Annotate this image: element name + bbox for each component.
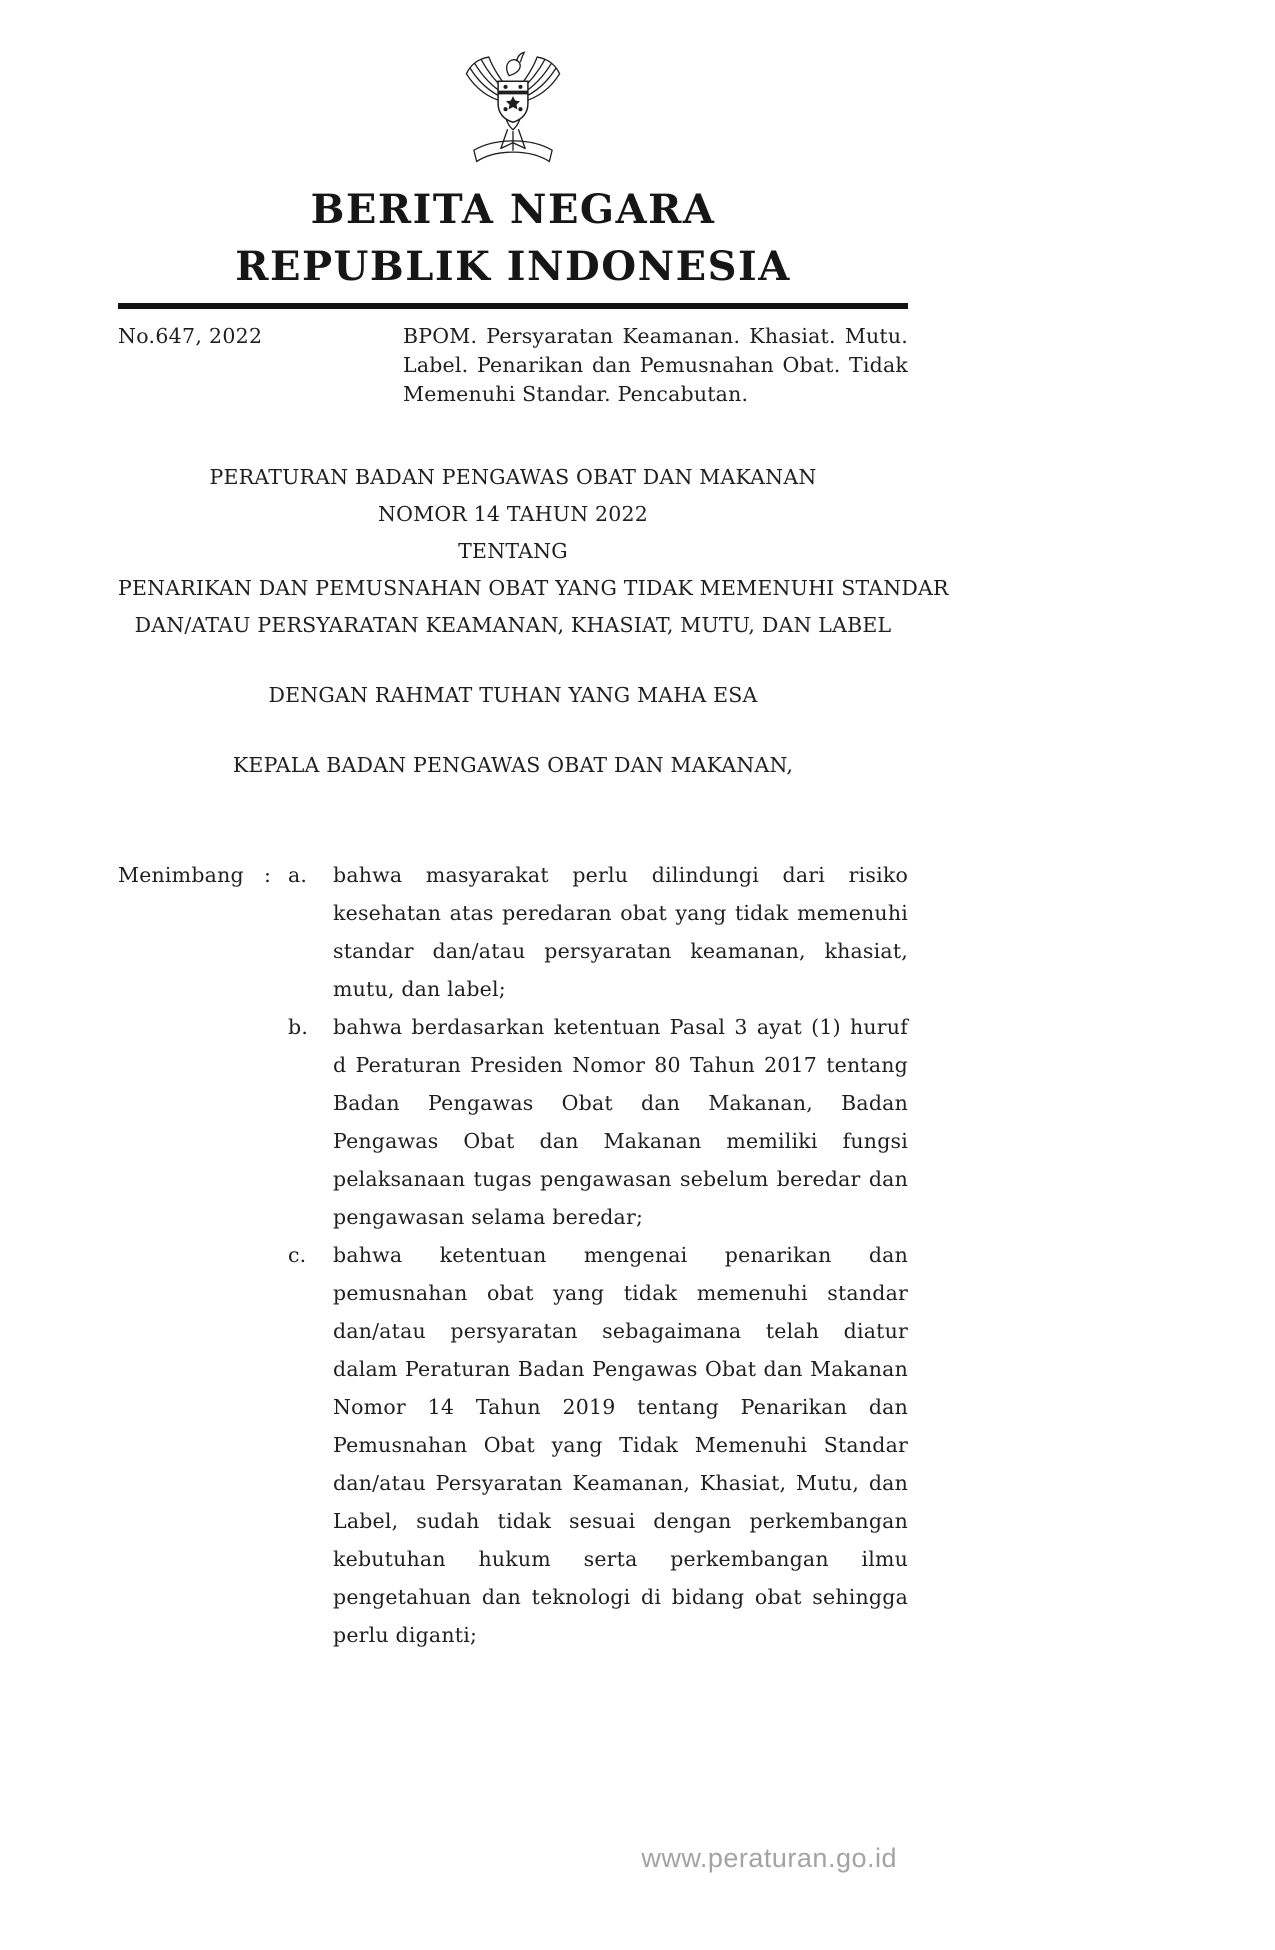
item-text: bahwa masyarakat perlu dilindungi dari risiko kesehatan atas peredaran obat yang tidak memenuhi standar dan/atau persyaratan keamanan, khasiat, mutu, dan label; [333, 863, 908, 1001]
item-letter: c. [288, 1243, 307, 1267]
masthead-rule [118, 303, 908, 309]
considering-label: Menimbang [118, 863, 244, 887]
regulation-subject-line-2: DAN/ATAU PERSYARATAN KEAMANAN, KHASIAT, MUTU, DAN LABEL [134, 613, 892, 637]
tentang-line: TENTANG [458, 539, 568, 563]
regulation-number-line: NOMOR 14 TAHUN 2022 [377, 502, 649, 526]
gazette-number: No.647, 2022 [118, 324, 263, 348]
gazette-header [118, 322, 908, 409]
page-content [118, 0, 949, 1654]
considering-separator: : [264, 863, 272, 887]
invocation-line: DENGAN RAHMAT TUHAN YANG MAHA ESA [268, 683, 758, 707]
considering-label-spacer [118, 1236, 264, 1654]
regulation-issuer-line: PERATURAN BADAN PENGAWAS OBAT DAN MAKANAN [209, 465, 817, 489]
item-text: bahwa berdasarkan ketentuan Pasal 3 ayat (1) huruf d Peraturan Presiden Nomor 80 Tahun 2017 tentang Badan Pengawas Obat dan Makanan, Badan Pengawas Obat dan Makanan memiliki fungsi pelaksanaan tugas pengawasan sebelum beredar dan pengawasan selama beredar; [333, 1015, 908, 1229]
item-letter: a. [288, 863, 308, 887]
gazette-subject-abstract: BPOM. Persyaratan Keamanan. Khasiat. Mutu. Label. Penarikan dan Pemusnahan Obat. Tidak Memenuhi Standar. Pencabutan. [403, 324, 908, 406]
item-text: bahwa ketentuan mengenai penarikan dan pemusnahan obat yang tidak memenuhi standar dan/atau persyaratan sebagaimana telah diatur dalam Peraturan Badan Pengawas Obat dan Makanan Nomor 14 Tahun 2019 tentang Penarikan dan Pemusnahan Obat yang Tidak Memenuhi Standar dan/atau Persyaratan Keamanan, Khasiat, Mutu, dan Label, sudah tidak sesuai dengan perkembangan kebutuhan hukum serta perkembangan ilmu pengetahuan dan teknologi di bidang obat sehingga perlu diganti; [333, 1243, 908, 1647]
considering-item-b [118, 1008, 908, 1236]
official-line: KEPALA BADAN PENGAWAS OBAT DAN MAKANAN, [232, 753, 794, 777]
considering-item-a [118, 856, 908, 1008]
considering-section [118, 856, 908, 1654]
watermark-url: www.peraturan.go.id [641, 1843, 897, 1873]
considering-separator-spacer [264, 1008, 288, 1236]
item-letter: b. [288, 1015, 309, 1039]
masthead-line-berita-negara: BERITA NEGARA [310, 186, 716, 233]
gazette-masthead [118, 181, 908, 295]
considering-item-c [118, 1236, 908, 1654]
considering-separator-spacer [264, 1236, 288, 1654]
regulation-subject-line-1: PENARIKAN DAN PEMUSNAHAN OBAT YANG TIDAK MEMENUHI STANDAR [118, 576, 949, 600]
masthead-line-republik-indonesia: REPUBLIK INDONESIA [235, 243, 791, 290]
considering-label-spacer [118, 1008, 264, 1236]
pancasila-shield [498, 81, 528, 122]
garuda-pancasila-emblem [457, 44, 569, 167]
regulation-title-block [118, 459, 949, 644]
